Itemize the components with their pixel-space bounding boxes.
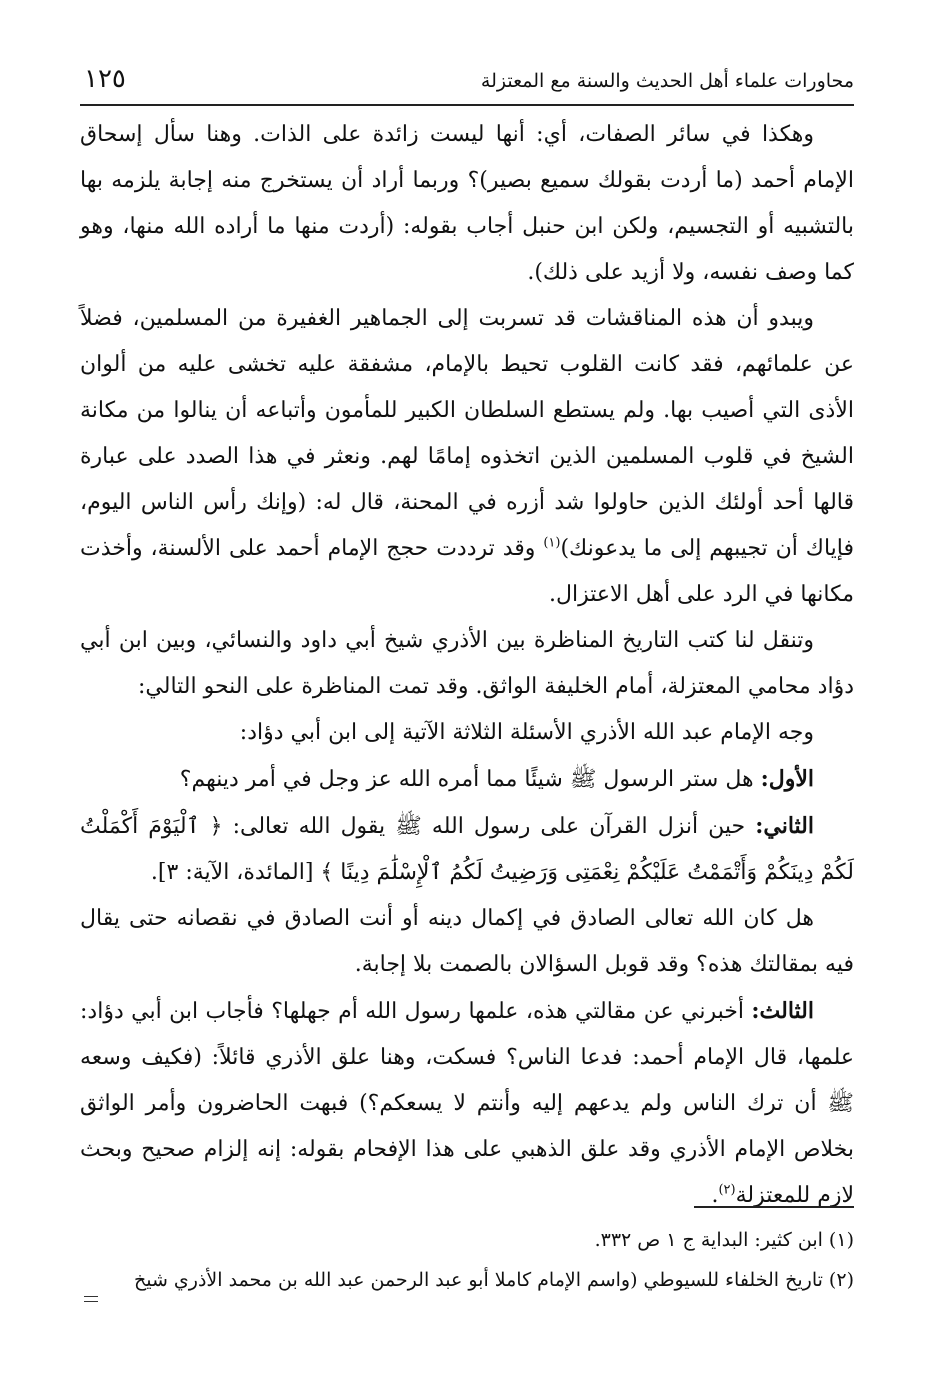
question-1-text: هل ستر الرسول ﷺ شيئًا مما أمره الله عز وجل في أمر دينهم؟	[179, 767, 761, 792]
footnote-ref-2: (٢)	[718, 1182, 736, 1198]
question-3	[80, 988, 854, 1219]
footnote-2: (٢) تاريخ الخلفاء للسيوطي (واسم الإمام كاملا أبو عبد الرحمن عبد الله بن محمد الأذري شيخ	[133, 1269, 854, 1291]
paragraph-5: هل كان الله تعالى الصادق في إكمال دينه أو أنت الصادق في نقصانه حتى يقال فيه بمقالتك هذه؟ وقد قوبل السؤالان بالصمت بلا إجابة.	[80, 906, 854, 977]
question-2-lead: الثاني:	[755, 813, 814, 839]
question-1	[80, 756, 854, 803]
paragraph-2	[80, 296, 854, 618]
paragraph-3: وتنقل لنا كتب التاريخ المناظرة بين الأذري شيخ أبي داود والنسائي، وبين ابن أبي دؤاد محامي المعتزلة، أمام الخليفة الواثق. وقد تمت المناظرة على النحو التالي:	[80, 628, 854, 699]
verse-citation: [المائدة، الآية: ٣].	[150, 860, 321, 885]
paragraph-1: وهكذا في سائر الصفات، أي: أنها ليست زائدة على الذات. وهنا سأل إسحاق الإمام أحمد (ما أردت بقولك سميع بصير)؟ وربما أراد أن يستخرج منه إجابة يلزمه بها بالتشبيه أو التجسيم، ولكن ابن حنبل أجاب بقوله: (أردت منها ما أراده الله منها، وهو كما وصف نفسه، ولا أزيد على ذلك).	[80, 122, 854, 285]
footnote-ref-1: (١)	[543, 535, 561, 551]
quran-verse: ﴿ ٱلْيَوْمَ أَكْمَلْتُ لَكُمْ دِينَكُمْ وَأَتْمَمْتُ عَلَيْكُمْ نِعْمَتِى وَرَضِيتُ لَكُمُ ٱلْإِسْلَٰمَ دِينًا ﴾	[80, 814, 854, 885]
question-2-text: حين أنزل القرآن على رسول الله ﷺ يقول الله تعالى:	[222, 814, 756, 839]
footnote-separator	[694, 1206, 854, 1208]
continuation-mark	[84, 1296, 98, 1302]
page-header	[80, 66, 854, 106]
footnotes	[80, 1220, 854, 1300]
question-3-text: أخبرني عن مقالتي هذه، علمها رسول الله أم جهلها؟ فأجاب ابن أبي دؤاد: علمها، قال الإمام أحمد: فدعا الناس؟ فسكت، وهنا علق الأذري قائلاً: (فكيف وسعه ﷺ أن ترك الناس ولم يدعهم إليه وأنتم لا يسعكم؟) فبهت الحاضرون وأمر الواثق بخلاص الإمام الأذري وقد علق الذهبي على هذا الإفحام بقوله: إنه إلزام صحيح وبحث لازم للمعتزلة	[80, 999, 854, 1208]
question-1-lead: الأول:	[760, 766, 814, 792]
page-number: ١٢٥	[84, 64, 126, 94]
body-text	[80, 112, 854, 1219]
paragraph-2-text: ويبدو أن هذه المناقشات قد تسربت إلى الجماهير الغفيرة من المسلمين، فضلاً عن علمائهم، فقد كانت القلوب تحيط بالإمام، مشفقة عليه تخشى عليه من ألوان الأذى التي أصيب بها. ولم يستطع السلطان الكبير للمأمون وأتباعه أن ينالوا من مكانة الشيخ في قلوب المسلمين الذين اتخذوه إمامًا لهم. ونعثر في هذا الصدد على عبارة قالها أحد أولئك الذين حاولوا شد أزره في المحنة، قال له: (وإنك رأس الناس اليوم، فإياك أن تجيبهم إلى ما يدعونك)	[80, 306, 854, 561]
question-3-end: .	[711, 1183, 719, 1208]
paragraph-4: وجه الإمام عبد الله الأذري الأسئلة الثلاثة الآتية إلى ابن أبي دؤاد:	[239, 720, 814, 745]
running-title: محاورات علماء أهل الحديث والسنة مع المعتزلة	[480, 70, 854, 92]
question-2	[80, 803, 854, 896]
paragraph-2-text-end: وقد ترددت حجج الإمام أحمد على الألسنة، وأخذت مكانها في الرد على أهل الاعتزال.	[80, 536, 854, 607]
question-3-lead: الثالث:	[751, 998, 814, 1024]
footnote-1: (١) ابن كثير: البداية ج ١ ص ٣٣٢.	[594, 1229, 854, 1251]
